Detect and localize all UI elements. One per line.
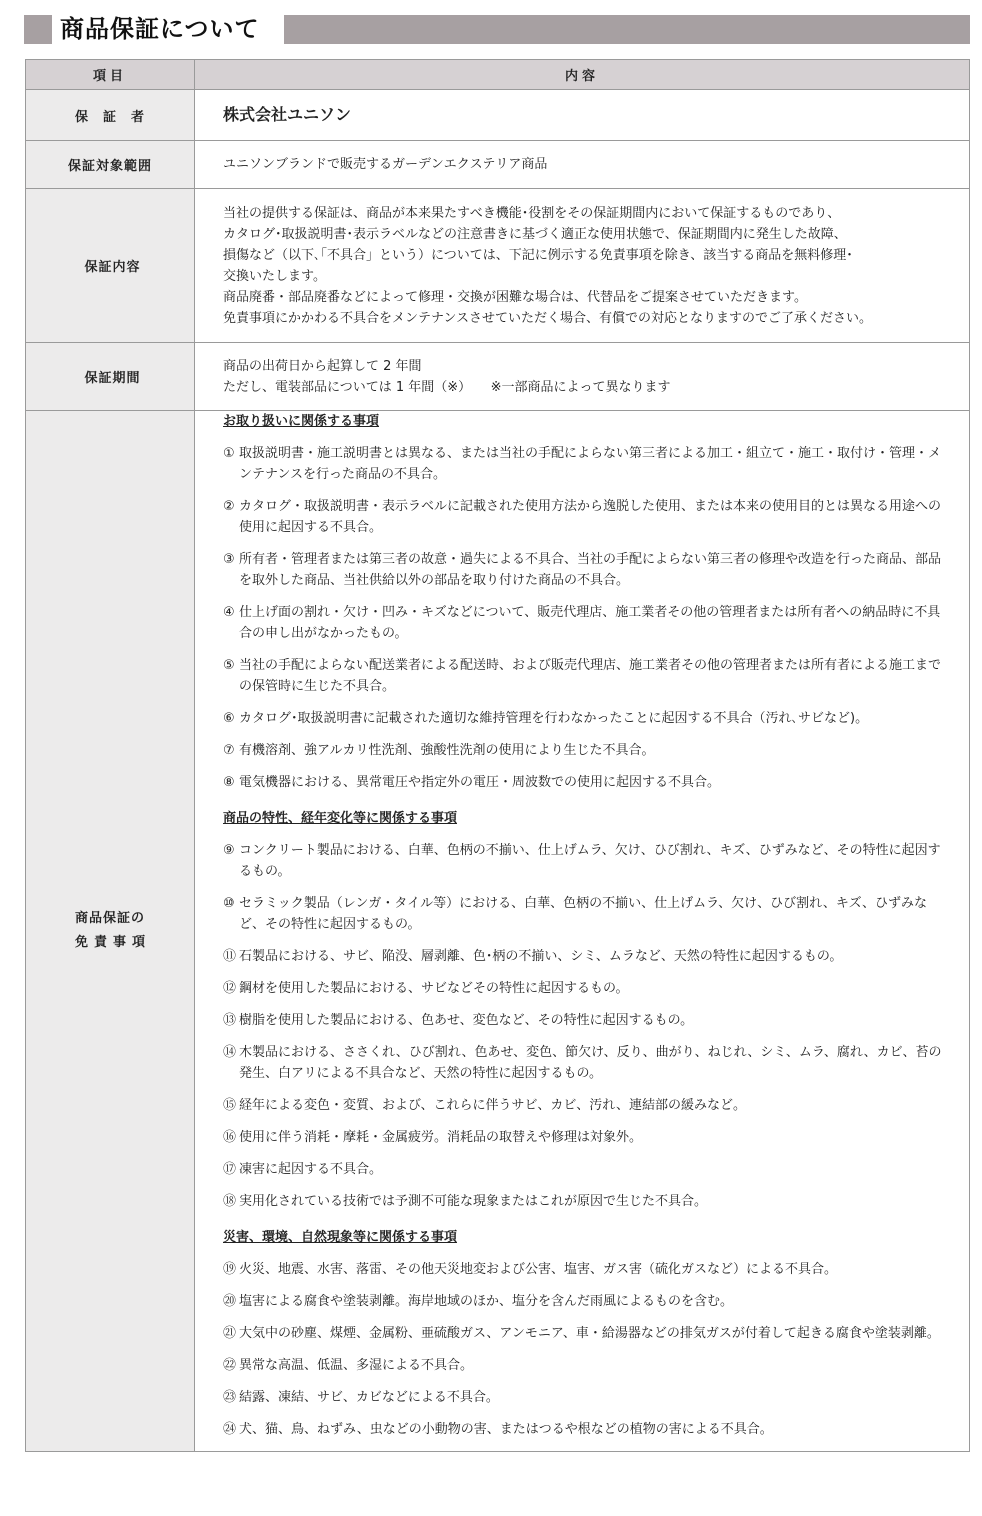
row-content (26, 189, 970, 343)
exclusion-item (223, 602, 945, 644)
exclusion-item-text: 経年による変色・変質、および、これらに伴うサビ、カビ、汚れ、連結部の緩みなど。 (239, 1098, 747, 1113)
exclusion-item-text: 実用化されている技術では予測不可能な現象またはこれが原因で生じた不具合。 (239, 1194, 708, 1209)
exclusion-item-number: ② (223, 499, 235, 514)
exclusion-item (223, 1259, 945, 1280)
content-line: 交換いたします。 (223, 268, 326, 284)
exclusion-item (223, 1387, 945, 1408)
exclusion-item (223, 946, 945, 967)
exclusion-item-number: ⑨ (223, 843, 235, 858)
period-value (195, 343, 970, 411)
exclusion-item-text: 樹脂を使用した製品における、色あせ、変色など、その特性に起因するもの。 (239, 1013, 694, 1028)
header-item: 項目 (26, 60, 195, 90)
exclusion-item (223, 1419, 945, 1440)
exclusion-item-text: 異常な高温、低温、多湿による不具合。 (239, 1358, 474, 1373)
exclusion-item-number: ㉓ (223, 1390, 237, 1405)
page-title: 商品保証について (60, 15, 260, 43)
exclusion-item-text: コンクリート製品における、白華、色柄の不揃い、仕上げムラ、欠け、ひび割れ、キズ、ひずみなど、その特性に起因するもの。 (239, 843, 941, 879)
exclusion-item (223, 840, 945, 882)
exclusion-item-text: 有機溶剤、強アルカリ性洗剤、強酸性洗剤の使用により生じた不具合。 (239, 743, 655, 758)
exclusion-item-text: 塩害による腐食や塗装剥離。海岸地域のほか、塩分を含んだ雨風によるものを含む。 (239, 1294, 734, 1309)
exclusion-item-number: ⑦ (223, 743, 235, 758)
exclusion-item-number: ⑥ (223, 711, 235, 726)
period-label: 保証期間 (26, 343, 195, 411)
exclusion-item (223, 1095, 945, 1116)
exclusion-item-number: ㉔ (223, 1422, 237, 1437)
exclusion-item-text: 石製品における、サビ、陥没、層剥離、色･柄の不揃い、シミ、ムラなど、天然の特性に起因するもの。 (239, 949, 843, 964)
exclusion-item (223, 1355, 945, 1376)
scope-label: 保証対象範囲 (26, 141, 195, 189)
guarantor-value (195, 90, 970, 141)
exclusion-item-text: 取扱説明書・施工説明書とは異なる、または当社の手配によらない第三者による加工・組立て・施工・取付け・管理・メンテナンスを行った商品の不具合。 (239, 446, 942, 482)
exclusion-item (223, 772, 945, 793)
exclusion-item-text: 当社の手配によらない配送業者による配送時、および販売代理店、施工業者その他の管理者または所有者による施工までの保管時に生じた不具合。 (239, 658, 942, 694)
exclusion-item-number: ③ (223, 552, 235, 567)
exclusion-item-text: カタログ・取扱説明書・表示ラベルに記載された使用方法から逸脱した使用、または本来の使用目的とは異なる用途への使用に起因する不具合。 (239, 499, 942, 535)
row-period (26, 343, 970, 411)
title-accent-right (284, 15, 970, 44)
exclusion-item (223, 708, 945, 729)
exclusion-item-text: カタログ･取扱説明書に記載された適切な維持管理を行わなかったことに起因する不具合（汚れ､サビなど)。 (239, 711, 869, 726)
exclusion-item-text: 鋼材を使用した製品における、サビなどその特性に起因するもの。 (239, 981, 629, 996)
exclusion-section-heading: お取り扱いに関係する事項 (223, 414, 380, 429)
exclusion-item-text: 所有者・管理者または第三者の故意・過失による不具合、当社の手配によらない第三者の修理や改造を行った商品、部品を取外した商品、当社供給以外の部品を取り付けた商品の不具合。 (239, 552, 942, 588)
exclusion-item-text: 大気中の砂塵、煤煙、金属粉、亜硫酸ガス、アンモニア、車・給湯器などの排気ガスが付着して起きる腐食や塗装剥離。 (239, 1326, 940, 1341)
exclusion-item-number: ㉑ (223, 1326, 237, 1341)
exclusion-item-number: ⑳ (223, 1294, 237, 1309)
exclusion-item (223, 655, 945, 697)
exclusion-item (223, 1042, 945, 1084)
exclusion-item-number: ㉒ (223, 1358, 237, 1373)
exclusions-label (26, 411, 195, 1452)
exclusion-item (223, 1127, 945, 1148)
exclusion-item (223, 1323, 945, 1344)
exclusion-item (223, 893, 945, 935)
exclusion-item (223, 1010, 945, 1031)
exclusion-section-heading: 商品の特性、経年変化等に関係する事項 (223, 811, 458, 826)
exclusion-item-number: ⑭ (223, 1045, 237, 1060)
period-line: ただし、電装部品については 1 年間（※） ※一部商品によって異なります (223, 379, 671, 395)
exclusion-item-number: ⑬ (223, 1013, 237, 1028)
exclusion-item (223, 496, 945, 538)
exclusion-item (223, 1291, 945, 1312)
exclusion-item (223, 443, 945, 485)
guarantor-label: 保 証 者 (26, 90, 195, 141)
exclusion-item-number: ④ (223, 605, 235, 620)
title-accent-left (24, 15, 52, 44)
exclusion-item-number: ① (223, 446, 235, 461)
exclusions-label-line1: 商品保証の (74, 911, 145, 926)
table-header-row (26, 60, 970, 90)
exclusion-item (223, 978, 945, 999)
exclusion-item (223, 740, 945, 761)
exclusion-item (223, 1159, 945, 1180)
exclusion-item-number: ⑩ (223, 896, 235, 911)
exclusion-section-heading: 災害、環境、自然現象等に関係する事項 (223, 1230, 458, 1245)
header-content: 内容 (195, 60, 970, 90)
content-value (195, 189, 970, 343)
exclusions-list (195, 411, 970, 1452)
warranty-table (25, 59, 970, 1452)
row-scope (26, 141, 970, 189)
exclusion-item-text: 使用に伴う消耗・摩耗・金属疲労。消耗品の取替えや修理は対象外。 (239, 1130, 643, 1145)
exclusion-item-number: ⑧ (223, 775, 235, 790)
title-bar (24, 15, 970, 44)
exclusion-item (223, 549, 945, 591)
exclusion-item-number: ⑪ (223, 949, 237, 964)
exclusion-item-number: ⑫ (223, 981, 237, 996)
exclusion-item-number: ⑱ (223, 1194, 237, 1209)
scope-value: ユニソンブランドで販売するガーデンエクステリア商品 (195, 141, 970, 189)
content-line: 商品廃番・部品廃番などによって修理・交換が困難な場合は、代替品をご提案させていただきます。 (223, 289, 807, 305)
content-line: カタログ･取扱説明書･表示ラベルなどの注意書きに基づく適正な使用状態で、保証期間内に発生した故障、 (223, 226, 847, 242)
exclusion-item-text: セラミック製品（レンガ・タイル等）における、白華、色柄の不揃い、仕上げムラ、欠け、ひび割れ、キズ、ひずみなど、その特性に起因するもの。 (239, 896, 928, 932)
exclusion-item-text: 仕上げ面の割れ・欠け・凹み・キズなどについて、販売代理店、施工業者その他の管理者または所有者への納品時に不具合の申し出がなかったもの。 (239, 605, 941, 641)
exclusion-item-text: 犬、猫、鳥、ねずみ、虫などの小動物の害、またはつるや根などの植物の害による不具合。 (239, 1422, 773, 1437)
exclusion-item-number: ⑰ (223, 1162, 237, 1177)
exclusion-item-text: 結露、凍結、サビ、カビなどによる不具合。 (239, 1390, 499, 1405)
content-line: 当社の提供する保証は、商品が本来果たすべき機能･役割をその保証期間内において保証するものであり、 (223, 205, 841, 221)
exclusion-item-text: 火災、地震、水害、落雷、その他天災地変および公害、塩害、ガス害（硫化ガスなど）による不具合。 (239, 1262, 838, 1277)
exclusion-item-number: ⑮ (223, 1098, 237, 1113)
exclusion-item-text: 電気機器における、異常電圧や指定外の電圧・周波数での使用に起因する不具合。 (239, 775, 721, 790)
exclusion-item-text: 木製品における、ささくれ、ひび割れ、色あせ、変色、節欠け、反り、曲がり、ねじれ、シミ、ムラ、腐れ、カビ、苔の発生、白アリによる不具合など、天然の特性に起因するもの。 (239, 1045, 942, 1081)
exclusions-label-line2: 免責事項 (74, 935, 151, 950)
exclusion-item-number: ⑲ (223, 1262, 237, 1277)
row-exclusions (26, 411, 970, 1452)
content-line: 損傷など（以下､｢不具合」という）については、下記に例示する免責事項を除き、該当する商品を無料修理･ (223, 247, 853, 263)
company-name: 株式会社ユニソン (223, 104, 352, 124)
period-line: 商品の出荷日から起算して 2 年間 (223, 358, 422, 374)
exclusion-item-text: 凍害に起因する不具合。 (239, 1162, 383, 1177)
exclusion-item (223, 1191, 945, 1212)
row-guarantor (26, 90, 970, 141)
content-label: 保証内容 (26, 189, 195, 343)
content-line: 免責事項にかかわる不具合をメンテナンスさせていただく場合、有償での対応となりますのでご了承ください。 (223, 310, 872, 326)
exclusion-item-number: ⑤ (223, 658, 235, 673)
exclusion-item-number: ⑯ (223, 1130, 237, 1145)
